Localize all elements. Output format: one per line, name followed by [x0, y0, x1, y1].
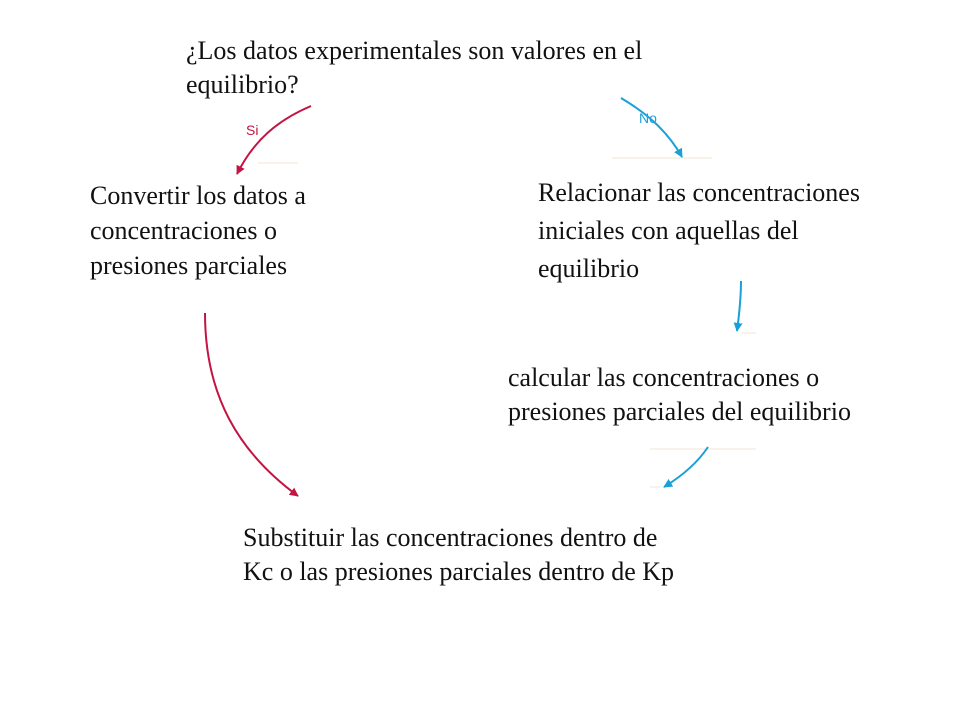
convert-to-final-arrow [205, 313, 298, 496]
final-step-line-1: Substituir las concentraciones dentro de [243, 523, 658, 552]
question-line-2: equilibrio? [186, 70, 299, 99]
final-step-line-2: Kc o las presiones parciales dentro de Kp [243, 557, 675, 586]
calc-to-final-arrow [664, 447, 708, 487]
relate-step-line-1: Relacionar las concentraciones [538, 178, 860, 207]
yes-branch-label: Si [246, 122, 259, 138]
convert-step-line-1: Convertir los datos a [90, 181, 306, 210]
relate-to-calc-arrow [737, 281, 741, 331]
convert-step-line-3: presiones parciales [90, 251, 288, 280]
calc-step-line-1: calcular las concentraciones o [508, 363, 820, 392]
no-arrow [621, 98, 682, 157]
yes-arrow [237, 106, 311, 174]
relate-step-line-2: iniciales con aquellas del [538, 216, 799, 245]
question-line-1: ¿Los datos experimentales son valores en el [186, 36, 643, 65]
relate-step-line-3: equilibrio [538, 254, 640, 283]
no-branch-label: No [639, 110, 657, 126]
calc-step-line-2: presiones parciales del equilibrio [508, 397, 851, 426]
convert-step-line-2: concentraciones o [90, 216, 277, 245]
